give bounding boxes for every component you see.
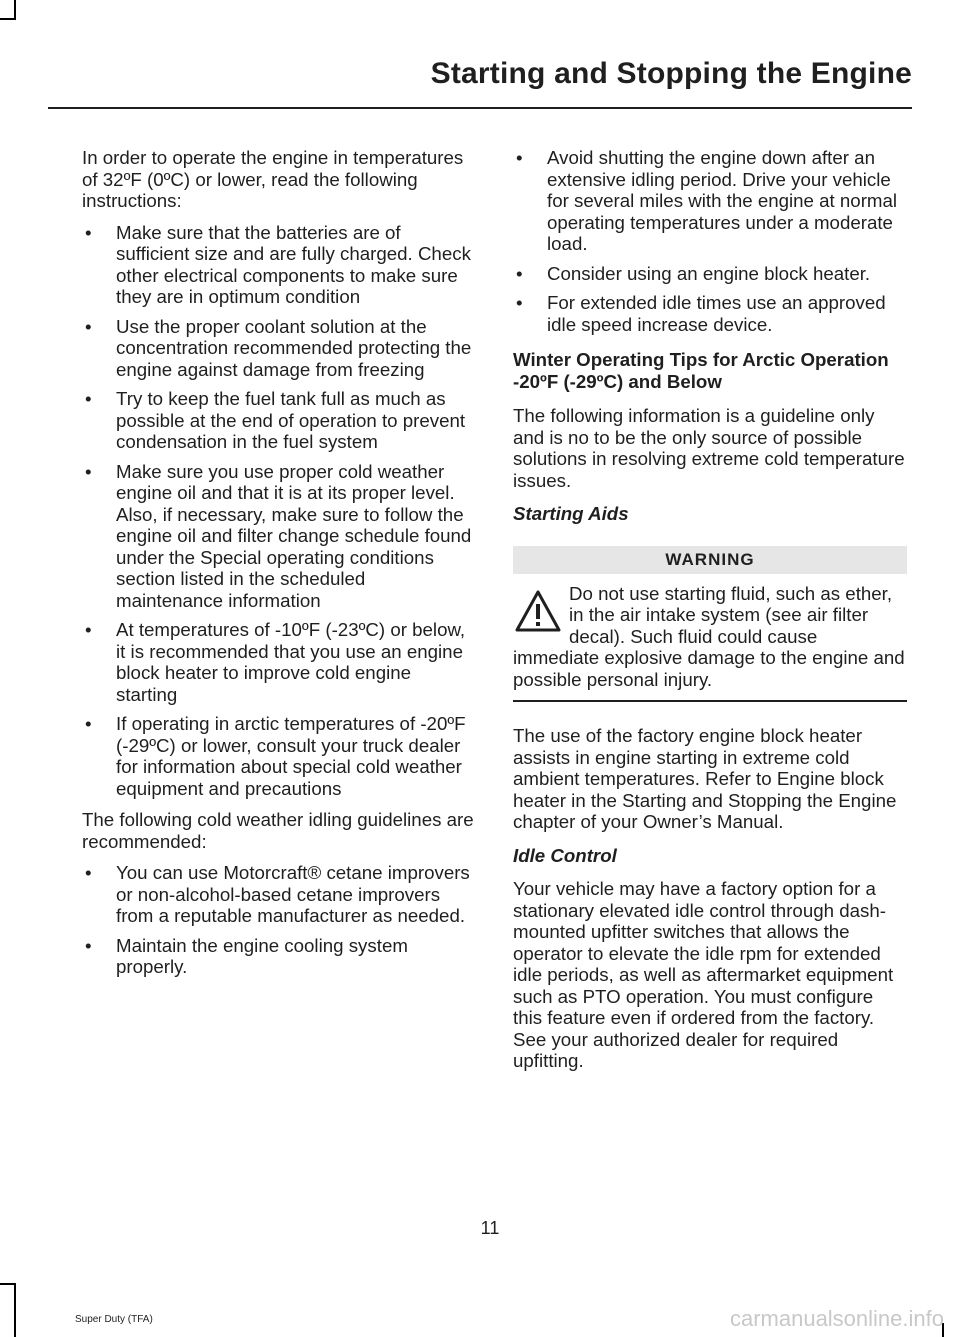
crop-mark-bottom-left-h: [0, 1283, 14, 1285]
list-item-text: Make sure that the batteries are of sufficient size and are fully charged. Check other electrical components to make sure they are in optimum condition: [116, 221, 471, 307]
bullet: •: [85, 862, 92, 883]
warning-label: WARNING: [513, 546, 907, 574]
bullet: •: [85, 619, 92, 640]
list-item-text: You can use Motorcraft® cetane improvers or non-alcohol-based cetane improvers from a reputable manufacturer as needed.: [116, 862, 470, 926]
arctic-operation-heading: Winter Operating Tips for Arctic Operation -20ºF (-29ºC) and Below: [513, 349, 889, 392]
page-title: Starting and Stopping the Engine: [430, 57, 912, 90]
bullet: •: [85, 713, 92, 734]
warning-box: [513, 583, 907, 703]
idle-control-heading: Idle Control: [513, 844, 617, 866]
left-column: [82, 147, 476, 988]
intro-paragraph: In order to operate the engine in temperatures of 32ºF (0ºC) or lower, read the following instructions:: [82, 147, 464, 211]
list-item-text: If operating in arctic temperatures of -20ºF (-29ºC) or lower, consult your truck dealer for information about special cold weather equipment and precautions: [116, 713, 466, 799]
warning-triangle-icon: [513, 587, 563, 637]
right-column: [513, 147, 907, 1082]
list-item-text: Avoid shutting the engine down after an extensive idling period. Drive your vehicle for several miles with the engine at normal operating temperatures under a moderate load.: [547, 147, 898, 254]
bullet: •: [85, 315, 92, 337]
idling-guidelines-list: [82, 862, 476, 978]
block-heater-paragraph: The use of the factory engine block heater assists in engine starting in extreme cold ambient temperatures. Refer to Engine block heater in the Starting and Stopping the Engine chapter of your Owner’s Manual.: [513, 725, 897, 832]
list-item-text: Consider using an engine block heater.: [547, 262, 871, 284]
list-item: [513, 292, 907, 335]
list-item: [82, 388, 476, 453]
list-item: [82, 461, 476, 612]
page-number: 11: [480, 1218, 500, 1238]
idling-intro-paragraph: The following cold weather idling guidelines are recommended:: [82, 809, 474, 852]
list-item: [513, 147, 907, 255]
bullet: •: [516, 147, 523, 168]
idling-continued-list: [513, 147, 907, 335]
bullet: •: [85, 934, 92, 956]
list-item-text: For extended idle times use an approved idle speed increase device.: [547, 292, 886, 335]
arctic-operation-paragraph: The following information is a guideline only and is no to be the only source of possible solutions in resolving extreme cold temperature issues.: [513, 405, 905, 491]
list-item: [82, 935, 476, 978]
crop-mark-bottom-left: [14, 1283, 16, 1337]
warning-text: Do not use starting fluid, such as ether, in the air intake system (see air filter decal). Such fluid could cause immediate explosive damage to the engine and possible personal injury.: [513, 582, 905, 690]
crop-mark-top-left-h: [0, 18, 14, 20]
footer-document-title: Super Duty (TFA): [75, 1314, 153, 1325]
watermark: carmanualsonline.info: [729, 1306, 944, 1331]
list-item: [82, 713, 476, 799]
bullet: •: [516, 292, 523, 313]
list-item-text: Try to keep the fuel tank full as much as possible at the end of operation to prevent condensation in the fuel system: [116, 388, 466, 452]
list-item-text: Maintain the engine cooling system properly.: [116, 934, 408, 977]
idle-control-paragraph: Your vehicle may have a factory option for a stationary elevated idle control through dash-mounted upfitter switches that allows the operator to elevate the idle rpm for extended idle periods, as well as aftermarket equipment such as PTO operation. You must configure this feature even if ordered from the factory. See your authorized dealer for required upfitting.: [513, 878, 894, 1071]
cold-operation-list: [82, 222, 476, 800]
bullet: •: [516, 262, 523, 284]
bullet: •: [85, 388, 92, 409]
list-item: [82, 316, 476, 381]
starting-aids-heading: Starting Aids: [513, 503, 629, 524]
list-item: [82, 222, 476, 308]
bullet: •: [85, 221, 92, 243]
header-rule: [48, 107, 912, 109]
list-item: [82, 619, 476, 705]
list-item-text: Make sure you use proper cold weather engine oil and that it is at its proper level. Also, if necessary, make sure to follow the engine oil and filter change schedule found under the Special operating conditions section listed in the scheduled maintenance information: [116, 460, 472, 611]
list-item: [82, 862, 476, 927]
list-item-text: Use the proper coolant solution at the concentration recommended protecting the engine against damage from freezing: [116, 315, 472, 380]
crop-mark-top-left: [14, 0, 16, 20]
list-item: [513, 263, 907, 285]
bullet: •: [85, 460, 92, 482]
list-item-text: At temperatures of -10ºF (-23ºC) or below, it is recommended that you use an engine block heater to improve cold engine starting: [116, 619, 466, 705]
